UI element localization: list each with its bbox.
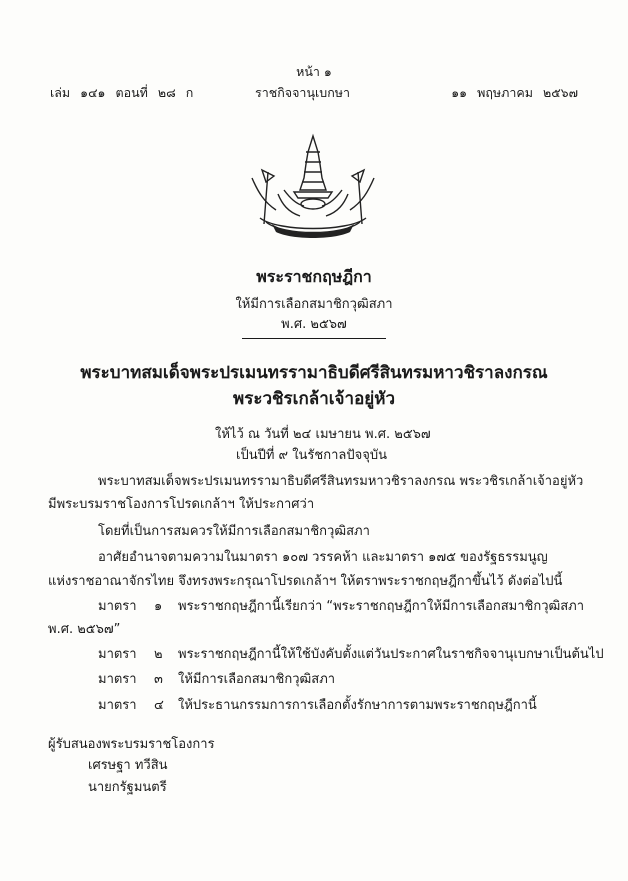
- given-date: ให้ไว้ ณ วันที่ ๒๔ เมษายน พ.ศ. ๒๕๖๗: [215, 427, 431, 442]
- article-1-continuation: พ.ศ. ๒๕๖๗”: [48, 622, 121, 637]
- article-number: ๔: [154, 698, 164, 713]
- article-3: [98, 668, 335, 689]
- article-4: [98, 694, 537, 715]
- article-label: มาตรา: [98, 698, 137, 713]
- preamble-line-2: มีพระบรมราชโองการโปรดเกล้าฯ ให้ประกาศว่า: [48, 497, 315, 512]
- signatory-name: เศรษฐา ทวีสิน: [88, 758, 168, 773]
- article-label: มาตรา: [98, 647, 137, 662]
- article-number: ๓: [154, 672, 163, 687]
- king-name-line-2: พระวชิรเกล้าเจ้าอยู่หัว: [233, 389, 395, 409]
- authority-line-1: อาศัยอำนาจตามความในมาตรา ๑๐๗ วรรคห้า และมาตรา ๑๗๕ ของรัฐธรรมนูญ: [98, 550, 548, 565]
- publication-name: ราชกิจจานุเบกษา: [255, 85, 351, 100]
- countersign-label: ผู้รับสนองพระบรมราชโองการ: [48, 737, 215, 752]
- article-number: ๒: [154, 647, 163, 662]
- garuda-royal-emblem-icon: [238, 132, 388, 240]
- publication-date: ๑๑ พฤษภาคม ๒๕๖๗: [451, 85, 578, 100]
- reason-paragraph: โดยที่เป็นการสมควรให้มีการเลือกสมาชิกวุฒิสภา: [98, 524, 370, 539]
- king-name-line-1: พระบาทสมเด็จพระปรเมนทรรามาธิบดีศรีสินทรมหาวชิราลงกรณ: [80, 363, 548, 383]
- decree-subtitle: ให้มีการเลือกสมาชิกวุฒิสภา: [235, 297, 393, 312]
- volume-number: เล่ม ๑๔๑ ตอนที่ ๒๘ ก: [50, 85, 194, 100]
- signatory-position: นายกรัฐมนตรี: [88, 780, 167, 795]
- article-number: ๑: [154, 599, 163, 614]
- article-1: [98, 595, 584, 616]
- decree-title: พระราชกฤษฎีกา: [256, 267, 372, 286]
- article-label: มาตรา: [98, 599, 137, 614]
- article-label: มาตรา: [98, 672, 137, 687]
- authority-line-2: แห่งราชอาณาจักรไทย จึงทรงพระกรุณาโปรดเกล้าฯ ให้ตราพระราชกฤษฎีกาขึ้นไว้ ดังต่อไปนี้: [48, 574, 563, 589]
- article-text: พระราชกฤษฎีกานี้ให้ใช้บังคับตั้งแต่วันประกาศในราชกิจจานุเบกษาเป็นต้นไป: [178, 647, 604, 662]
- article-text: ให้มีการเลือกสมาชิกวุฒิสภา: [178, 672, 336, 687]
- article-text: พระราชกฤษฎีกานี้เรียกว่า “พระราชกฤษฎีกาให้มีการเลือกสมาชิกวุฒิสภา: [178, 599, 585, 614]
- reign-year: เป็นปีที่ ๙ ในรัชกาลปัจจุบัน: [236, 448, 387, 463]
- decree-year: พ.ศ. ๒๕๖๗: [281, 317, 347, 332]
- title-divider: [242, 338, 386, 339]
- page-number: หน้า ๑: [296, 64, 332, 79]
- article-text: ให้ประธานกรรมการการเลือกตั้งรักษาการตามพระราชกฤษฎีกานี้: [178, 698, 537, 713]
- article-2: [98, 643, 604, 664]
- preamble-line-1: พระบาทสมเด็จพระปรเมนทรรามาธิบดีศรีสินทรมหาวชิราลงกรณ พระวชิรเกล้าเจ้าอยู่หัว: [98, 474, 584, 489]
